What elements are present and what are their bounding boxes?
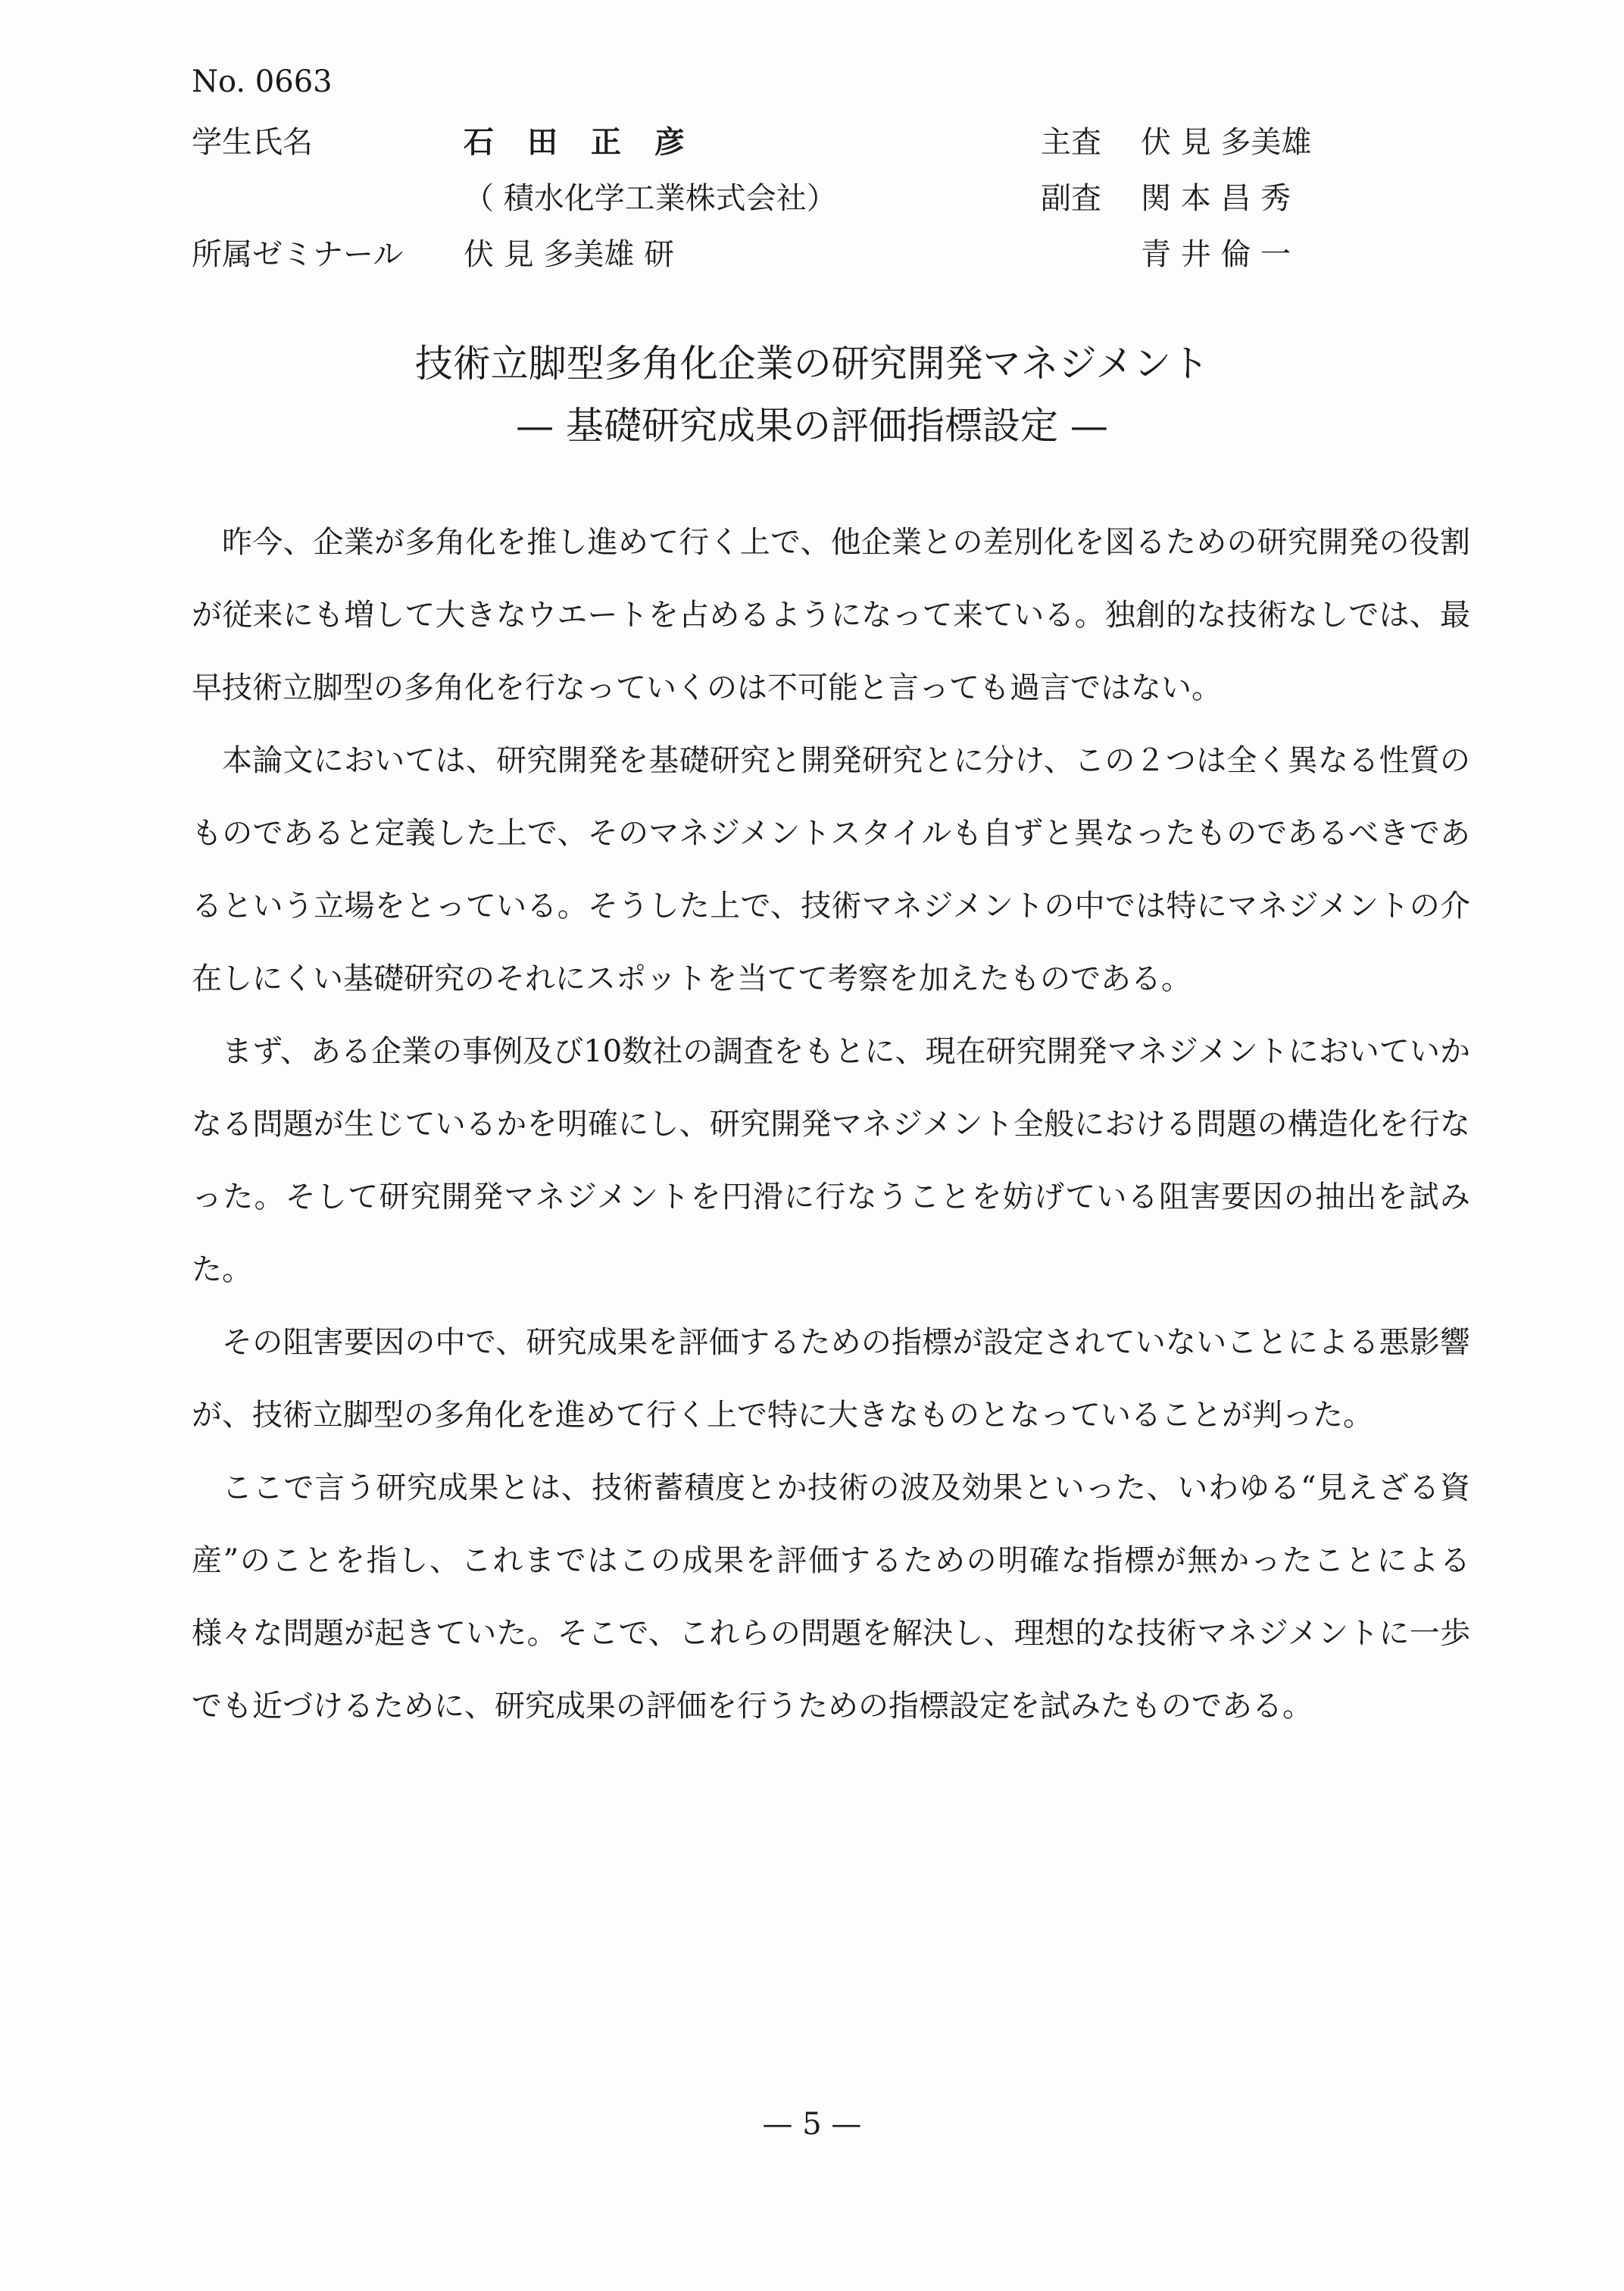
chief-examiner-name: 伏 見 多美雄 [1141, 125, 1312, 160]
sub-examiner-label: 副査 [1041, 181, 1101, 216]
abstract-paragraph: その阻害要因の中で、研究成果を評価するための指標が設定されていないことによる悪影響が、技術立脚型の多角化を進めて行く上で特に大きなものとなっていることが判った。 [192, 1325, 1470, 1433]
sub-examiner-name-2: 青 井 倫 一 [1141, 237, 1291, 272]
student-name-label: 学生氏名 [192, 125, 313, 160]
abstract-paragraph: まず、ある企業の事例及び10数社の調査をもとに、現在研究開発マネジメントにおいていかなる問題が生じているかを明確にし、研究開発マネジメント全般における問題の構造化を行なった。そして研究開発マネジメントを円滑に行なうことを妨げている阻害要因の抽出を試みた。 [192, 1034, 1470, 1287]
seminar-label: 所属ゼミナール [192, 237, 404, 272]
thesis-subtitle: — 基礎研究成果の評価指標設定 — [516, 404, 1108, 448]
seminar-name: 伏 見 多美雄 研 [464, 237, 675, 272]
sub-examiner-name-1: 関 本 昌 秀 [1141, 181, 1291, 216]
abstract-body [192, 506, 1470, 1742]
abstract-paragraph: 昨今、企業が多角化を推し進めて行く上で、他企業との差別化を図るための研究開発の役割が従来にも増して大きなウエートを占めるようになって来ている。独創的な技術なしでは、最早技術立脚型の多角化を行なっていくのは不可能と言っても過言ではない。 [192, 525, 1470, 705]
student-name: 石田正彦 [464, 124, 718, 160]
page-number: — 5 — [762, 2107, 862, 2142]
document-number: No. 0663 [192, 64, 333, 99]
thesis-title: 技術立脚型多角化企業の研究開発マネジメント [414, 342, 1210, 386]
student-company: （ 積水化学工業株式会社） [464, 181, 837, 216]
abstract-paragraph: 本論文においては、研究開発を基礎研究と開発研究とに分け、この２つは全く異なる性質のものであると定義した上で、そのマネジメントスタイルも自ずと異なったものであるべきであるという立場をとっている。そうした上で、技術マネジメントの中では特にマネジメントの介在しにくい基礎研究のそれにスポットを当てて考察を加えたものである。 [192, 743, 1470, 996]
chief-examiner-label: 主査 [1041, 125, 1101, 160]
abstract-paragraph: ここで言う研究成果とは、技術蓄積度とか技術の波及効果といった、いわゆる“見えざる資産”のことを指し、これまではこの成果を評価するための明確な指標が無かったことによる様々な問題が起きていた。そこで、これらの問題を解決し、理想的な技術マネジメントに一歩でも近づけるために、研究成果の評価を行うための指標設定を試みたものである。 [192, 1471, 1470, 1724]
